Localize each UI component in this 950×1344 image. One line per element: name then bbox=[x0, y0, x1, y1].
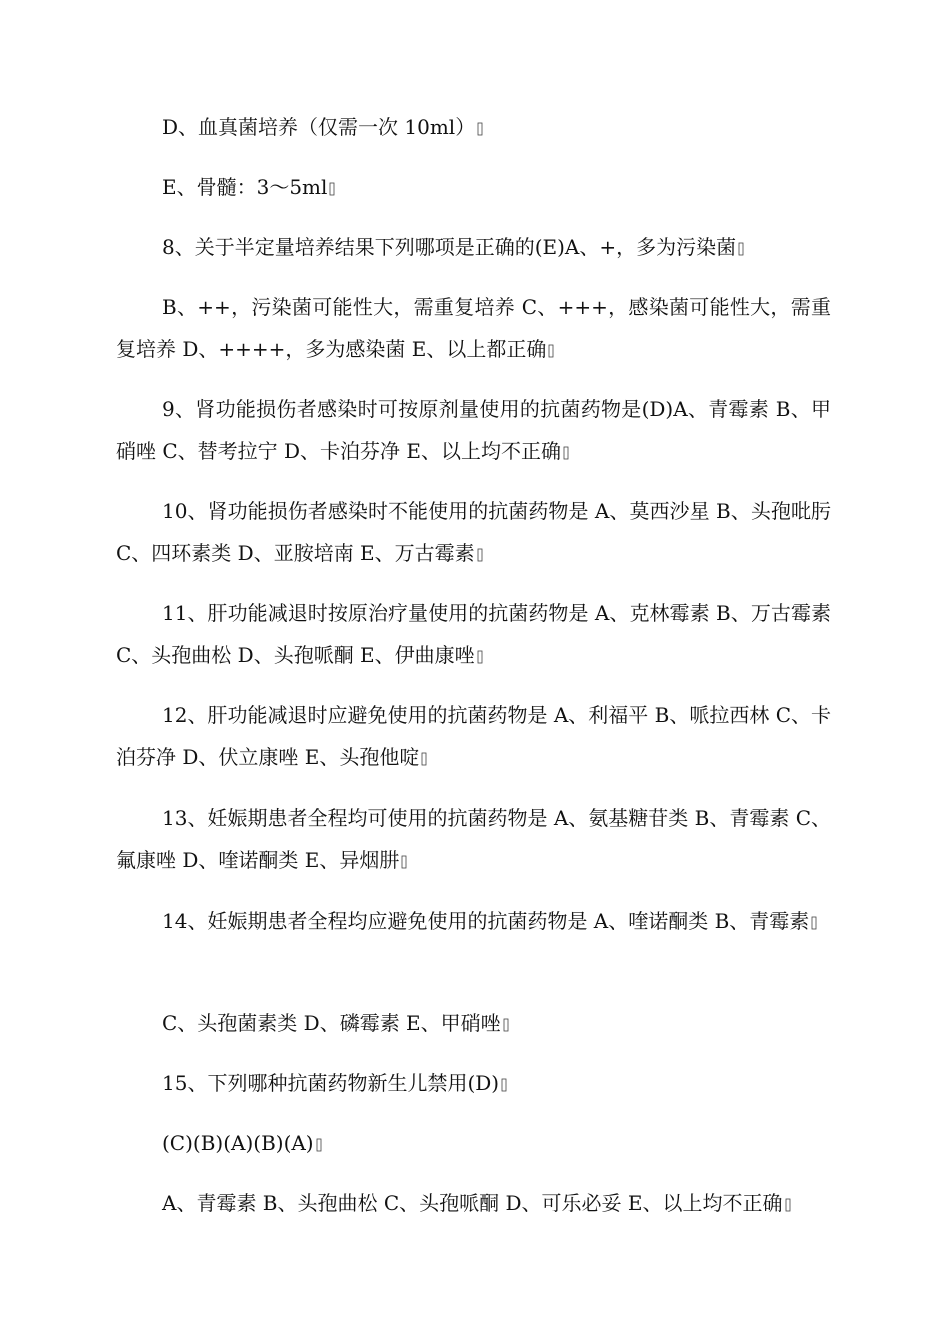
paragraph-mark-icon bbox=[739, 243, 744, 256]
paragraph-mark-icon bbox=[503, 1019, 508, 1032]
paragraph-mark-icon bbox=[477, 651, 482, 664]
paragraph-mark-icon bbox=[785, 1199, 790, 1212]
paragraph-text: D、血真菌培养（仅需一次 10ml） bbox=[162, 115, 476, 139]
paragraph-text: B、++，污染菌可能性大，需重复培养 C、+++，感染菌可能性大，需重复培养 D、++++，多为感染菌 E、以上都正确 bbox=[116, 295, 831, 361]
paragraph-mark-icon bbox=[549, 345, 554, 358]
paragraph-mark-icon bbox=[812, 917, 817, 930]
question-14 bbox=[116, 900, 831, 942]
question-10 bbox=[116, 490, 831, 574]
paragraph-mark-icon bbox=[422, 753, 427, 766]
paragraph-text: 8、关于半定量培养结果下列哪项是正确的(E)A、+，多为污染菌 bbox=[162, 235, 737, 259]
paragraph-text: E、骨髓：3～5ml bbox=[162, 175, 328, 199]
paragraph-mark-icon bbox=[564, 447, 569, 460]
question-15 bbox=[116, 1062, 831, 1104]
question-8 bbox=[116, 226, 831, 268]
paragraph-mark-icon bbox=[316, 1139, 321, 1152]
paragraph-text: 13、妊娠期患者全程均可使用的抗菌药物是 A、氨基糖苷类 B、青霉素 C、氟康唑 D、喹诺酮类 E、异烟肼 bbox=[116, 806, 831, 872]
paragraph-mark-icon bbox=[477, 549, 482, 562]
paragraph-mark-icon bbox=[402, 856, 407, 869]
paragraph-text: C、头孢菌素类 D、磷霉素 E、甲硝唑 bbox=[162, 1011, 501, 1035]
paragraph-text: (C)(B)(A)(B)(A) bbox=[162, 1131, 314, 1155]
question-12 bbox=[116, 694, 831, 778]
paragraph-text: A、青霉素 B、头孢曲松 C、头孢哌酮 D、可乐必妥 E、以上均不正确 bbox=[162, 1191, 783, 1215]
question-11 bbox=[116, 592, 831, 676]
paragraph-mark-icon bbox=[330, 183, 335, 196]
question-15-options bbox=[116, 1182, 831, 1224]
paragraph-d-blood-fungus bbox=[116, 106, 831, 148]
paragraph-e-bone-marrow bbox=[116, 166, 831, 208]
question-13 bbox=[116, 797, 831, 881]
paragraph-text: 12、肝功能减退时应避免使用的抗菌药物是 A、利福平 B、哌拉西林 C、卡泊芬净 D、伏立康唑 E、头孢他啶 bbox=[116, 703, 831, 769]
question-8-options bbox=[116, 286, 831, 370]
paragraph-text: 10、肾功能损伤者感染时不能使用的抗菌药物是 A、莫西沙星 B、头孢吡肟 C、四环素类 D、亚胺培南 E、万古霉素 bbox=[116, 499, 831, 565]
question-9 bbox=[116, 388, 831, 472]
question-14-options bbox=[116, 1002, 831, 1044]
paragraph-text: 11、肝功能减退时按原治疗量使用的抗菌药物是 A、克林霉素 B、万古霉素 C、头孢曲松 D、头孢哌酮 E、伊曲康唑 bbox=[116, 601, 831, 667]
paragraph-text: 14、妊娠期患者全程均应避免使用的抗菌药物是 A、喹诺酮类 B、青霉素 bbox=[162, 909, 810, 933]
paragraph-mark-icon bbox=[478, 123, 483, 136]
answer-key-line bbox=[116, 1122, 831, 1164]
paragraph-text: 15、下列哪种抗菌药物新生儿禁用(D) bbox=[162, 1071, 500, 1095]
paragraph-mark-icon bbox=[502, 1079, 507, 1092]
paragraph-text: 9、肾功能损伤者感染时可按原剂量使用的抗菌药物是(D)A、青霉素 B、甲硝唑 C、替考拉宁 D、卡泊芬净 E、以上均不正确 bbox=[116, 397, 831, 463]
